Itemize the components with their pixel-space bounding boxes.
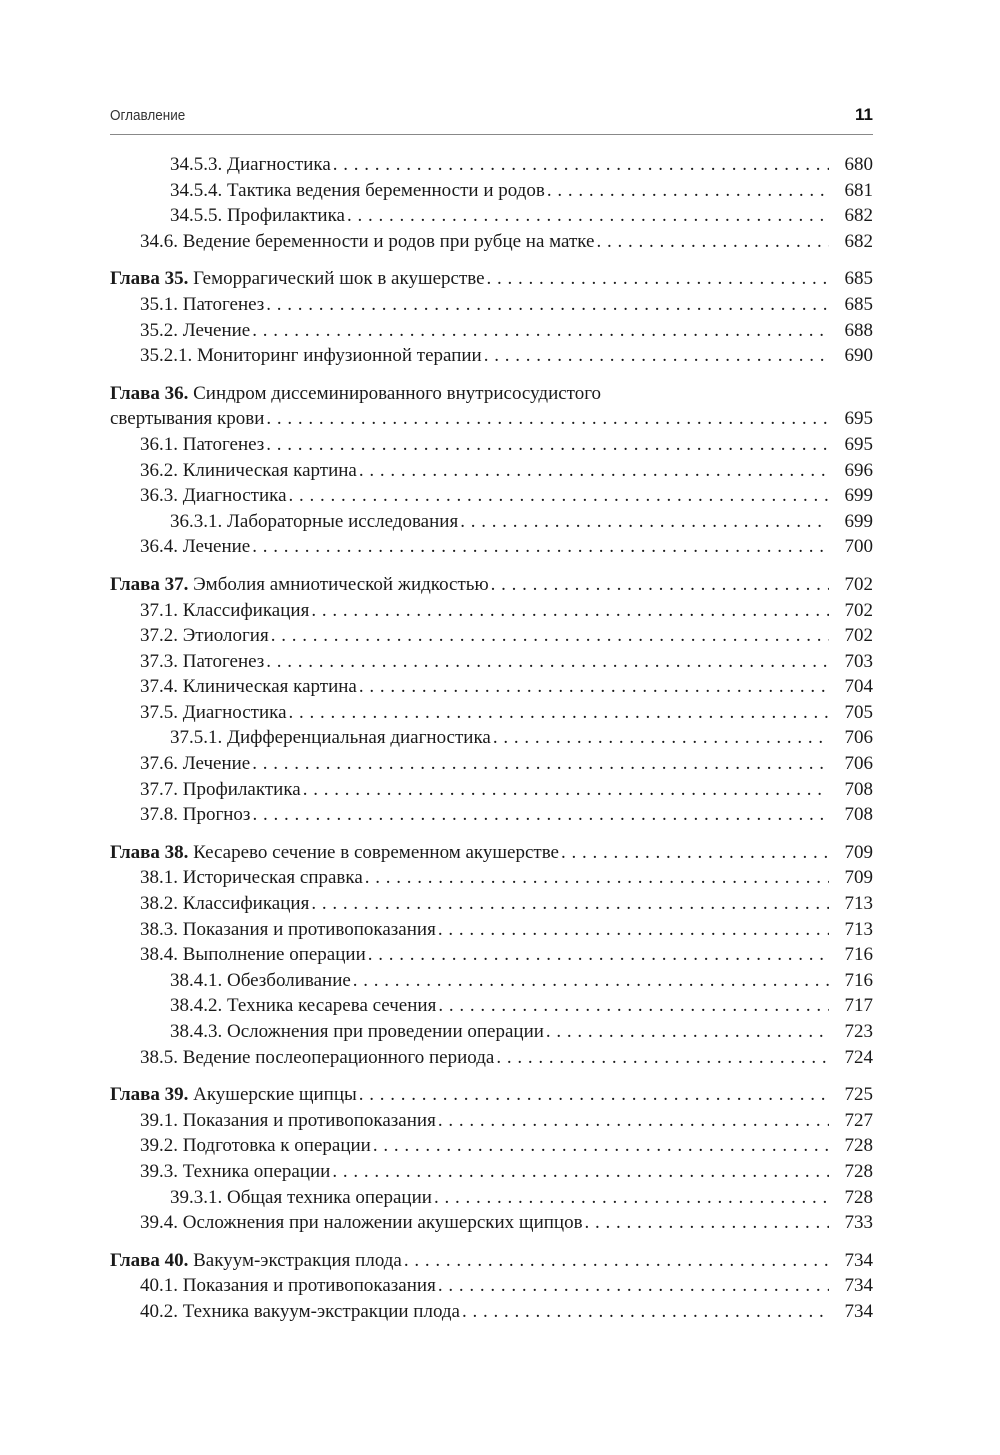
dot-leader: [438, 917, 829, 943]
toc-entry-page: 682: [844, 205, 873, 227]
dot-leader: [359, 674, 829, 700]
toc-entry: [110, 1045, 873, 1071]
toc-entry-title: 40.1. Показания и противопоказания: [140, 1275, 436, 1297]
toc-entry: [110, 700, 873, 726]
chapter-number: Глава 40.: [110, 1249, 189, 1271]
toc-entry-title: 38.4. Выполнение операции: [140, 944, 366, 966]
toc-entry-page: 708: [844, 778, 873, 800]
toc-entry-title: 37.5. Диагностика: [140, 701, 287, 723]
toc-entry: [110, 1299, 873, 1325]
chapter-title: Кесарево сечение в современном акушерстве: [193, 841, 559, 863]
running-title: Оглавление: [110, 107, 186, 124]
dot-leader: [353, 968, 829, 994]
dot-leader: [496, 1045, 829, 1071]
dot-leader: [493, 725, 829, 751]
toc-entry-page: 690: [844, 345, 873, 367]
toc-entry: [110, 229, 873, 255]
dot-leader: [462, 1299, 829, 1325]
toc-entry: [110, 152, 873, 178]
chapter-title: Синдром диссеминированного внутрисосудистого: [193, 382, 602, 404]
toc-entry-title: 34.6. Ведение беременности и родов при рубце на матке: [140, 230, 595, 252]
toc-entry-page: 713: [844, 893, 873, 915]
toc-chapter-title: [110, 1248, 402, 1274]
toc-entry: [110, 1273, 873, 1299]
toc-entry: [110, 1108, 873, 1134]
chapter-title: Эмболия амниотической жидкостью: [193, 573, 489, 595]
toc-entry-title: 37.7. Профилактика: [140, 778, 301, 800]
page-number: 11: [855, 105, 873, 124]
dot-leader: [365, 865, 829, 891]
dot-leader: [561, 840, 829, 866]
toc-entry-page: 724: [844, 1046, 873, 1068]
chapter-number: Глава 35.: [110, 268, 189, 290]
toc-entry-page: 682: [844, 230, 873, 252]
toc-entry: [110, 1133, 873, 1159]
dot-leader: [438, 1273, 829, 1299]
dot-leader: [252, 802, 829, 828]
toc-chapter: [110, 266, 873, 292]
dot-leader: [359, 458, 829, 484]
toc-entry-page: 728: [844, 1186, 873, 1208]
toc-entry: [110, 802, 873, 828]
chapter-number: Глава 37.: [110, 573, 189, 595]
toc-entry-title: 40.2. Техника вакуум-экстракции плода: [140, 1300, 460, 1322]
toc-entry-page: 728: [844, 1135, 873, 1157]
toc-entry: [110, 509, 873, 535]
dot-leader: [434, 1185, 829, 1211]
toc-entry: [110, 318, 873, 344]
toc-entry: [110, 203, 873, 229]
toc-entry-title: 36.3. Диагностика: [140, 485, 287, 507]
chapter-title-continued: свертывания крови: [110, 408, 265, 430]
toc-chapter-continuation: [110, 406, 873, 432]
dot-leader: [484, 343, 829, 369]
dot-leader: [585, 1210, 829, 1236]
toc-entry-page: 685: [844, 293, 873, 315]
dot-leader: [266, 292, 829, 318]
toc-entry-page: 695: [844, 408, 873, 430]
toc-entry-page: 702: [844, 599, 873, 621]
toc-entry-page: 734: [844, 1275, 873, 1297]
toc-entry: [110, 1019, 873, 1045]
toc-entry-page: 700: [844, 536, 873, 558]
toc-entry-title: 37.2. Этиология: [140, 625, 269, 647]
toc-entry-title: 38.4.1. Обезболивание: [170, 969, 351, 991]
dot-leader: [347, 203, 829, 229]
chapter-title: Акушерские щипцы: [193, 1084, 357, 1106]
toc-entry-title: 38.3. Показания и противопоказания: [140, 918, 436, 940]
toc-entry: [110, 649, 873, 675]
toc-entry-page: 709: [844, 841, 873, 863]
dot-leader: [404, 1248, 829, 1274]
toc-chapter: [110, 572, 873, 598]
toc-entry-page: 680: [844, 154, 873, 175]
dot-leader: [460, 509, 829, 535]
toc-chapter: [110, 381, 873, 407]
toc-entry: [110, 623, 873, 649]
toc-entry-page: 704: [844, 676, 873, 698]
dot-leader: [266, 649, 829, 675]
dot-leader: [373, 1133, 829, 1159]
toc-chapter-title: [110, 572, 489, 598]
dot-leader: [266, 406, 829, 432]
toc-entry-title: 34.5.4. Тактика ведения беременности и родов: [170, 179, 545, 201]
dot-leader: [271, 623, 829, 649]
toc-entry: [110, 891, 873, 917]
dot-leader: [311, 891, 829, 917]
toc-entry-title: 34.5.5. Профилактика: [170, 205, 345, 227]
table-of-contents: [110, 152, 873, 1325]
toc-chapter-title: [110, 840, 559, 866]
toc-entry-title: 39.2. Подготовка к операции: [140, 1135, 371, 1157]
toc-entry: [110, 777, 873, 803]
dot-leader: [332, 1159, 829, 1185]
toc-entry-page: 706: [844, 753, 873, 775]
dot-leader: [487, 266, 829, 292]
dot-leader: [333, 152, 829, 178]
toc-entry-title: 38.4.3. Осложнения при проведении операции: [170, 1021, 544, 1042]
toc-entry: [110, 1210, 873, 1236]
toc-entry-title: 34.5.3. Диагностика: [170, 154, 331, 175]
toc-entry-title: 37.4. Клиническая картина: [140, 676, 357, 698]
toc-entry-page: 703: [844, 650, 873, 672]
toc-entry-title: 37.6. Лечение: [140, 753, 251, 775]
toc-entry: [110, 343, 873, 369]
toc-chapter-title: [110, 1082, 357, 1108]
toc-entry-page: 705: [844, 701, 873, 723]
toc-entry-page: 688: [844, 319, 873, 341]
toc-entry-title: 35.2. Лечение: [140, 319, 251, 341]
toc-entry-page: 699: [844, 510, 873, 532]
toc-chapter: [110, 840, 873, 866]
toc-entry-page: 696: [844, 459, 873, 481]
toc-entry-title: 36.2. Клиническая картина: [140, 459, 357, 481]
toc-entry-title: 36.3.1. Лабораторные исследования: [170, 510, 459, 532]
dot-leader: [266, 432, 829, 458]
toc-entry: [110, 674, 873, 700]
toc-entry: [110, 1185, 873, 1211]
toc-entry-title: 36.4. Лечение: [140, 536, 251, 558]
toc-entry-title: 37.3. Патогенез: [140, 650, 265, 672]
toc-entry-page: 702: [844, 573, 873, 595]
dot-leader: [547, 178, 829, 204]
toc-entry: [110, 725, 873, 751]
toc-entry-title: 38.5. Ведение послеоперационного периода: [140, 1046, 495, 1068]
toc-entry-page: 699: [844, 485, 873, 507]
toc-entry: [110, 432, 873, 458]
dot-leader: [252, 751, 829, 777]
toc-entry-page: 702: [844, 625, 873, 647]
dot-leader: [311, 598, 829, 624]
toc-entry: [110, 458, 873, 484]
toc-entry: [110, 993, 873, 1019]
toc-entry: [110, 1159, 873, 1185]
dot-leader: [546, 1019, 829, 1045]
toc-entry-page: 685: [844, 268, 873, 290]
toc-entry-page: 709: [844, 867, 873, 889]
dot-leader: [438, 993, 829, 1019]
toc-entry-page: 723: [844, 1021, 873, 1042]
toc-entry-title: 37.5.1. Дифференциальная диагностика: [170, 727, 491, 749]
running-header: [110, 104, 873, 135]
chapter-number: Глава 38.: [110, 841, 189, 863]
toc-entry-page: 713: [844, 918, 873, 940]
toc-chapter: [110, 1082, 873, 1108]
chapter-number: Глава 39.: [110, 1084, 189, 1106]
dot-leader: [252, 318, 829, 344]
toc-entry-title: 38.4.2. Техника кесарева сечения: [170, 995, 437, 1017]
dot-leader: [491, 572, 829, 598]
toc-entry: [110, 751, 873, 777]
toc-entry: [110, 942, 873, 968]
toc-chapter-title: [110, 266, 485, 292]
dot-leader: [303, 777, 829, 803]
toc-entry-page: 695: [844, 433, 873, 455]
toc-entry-page: 727: [844, 1109, 873, 1131]
toc-entry-title: 37.1. Классификация: [140, 599, 310, 621]
dot-leader: [438, 1108, 829, 1134]
toc-entry-title: 39.4. Осложнения при наложении акушерских щипцов: [140, 1212, 583, 1234]
toc-entry-page: 706: [844, 727, 873, 749]
toc-entry-title: 39.3. Техника операции: [140, 1160, 331, 1182]
toc-entry: [110, 917, 873, 943]
toc-entry: [110, 968, 873, 994]
toc-entry: [110, 292, 873, 318]
toc-entry: [110, 598, 873, 624]
toc-entry-title: 35.2.1. Мониторинг инфузионной терапии: [140, 345, 482, 367]
toc-entry-page: 734: [844, 1249, 873, 1271]
dot-leader: [368, 942, 829, 968]
toc-entry-page: 728: [844, 1160, 873, 1182]
toc-entry: [110, 534, 873, 560]
toc-entry-title: 39.1. Показания и противопоказания: [140, 1109, 436, 1131]
toc-entry-title: 39.3.1. Общая техника операции: [170, 1186, 432, 1208]
toc-entry-page: 733: [844, 1212, 873, 1234]
chapter-number: Глава 36.: [110, 382, 189, 404]
dot-leader: [252, 534, 829, 560]
toc-entry-page: 725: [844, 1084, 873, 1106]
toc-entry: [110, 865, 873, 891]
toc-entry: [110, 483, 873, 509]
toc-entry-page: 716: [844, 944, 873, 966]
chapter-title: Вакуум-экстракция плода: [193, 1249, 402, 1271]
chapter-title: Геморрагический шок в акушерстве: [193, 268, 485, 290]
toc-entry-title: 36.1. Патогенез: [140, 433, 265, 455]
toc-entry-title: 38.2. Классификация: [140, 893, 310, 915]
toc-entry-page: 716: [844, 969, 873, 991]
toc-chapter: [110, 1248, 873, 1274]
toc-entry-title: 35.1. Патогенез: [140, 293, 265, 315]
dot-leader: [289, 700, 829, 726]
toc-entry: [110, 178, 873, 204]
toc-entry-title: 38.1. Историческая справка: [140, 867, 363, 889]
toc-entry-page: 708: [844, 804, 873, 826]
dot-leader: [289, 483, 829, 509]
toc-entry-title: 37.8. Прогноз: [140, 804, 251, 826]
toc-entry-page: 681: [844, 179, 873, 201]
dot-leader: [359, 1082, 829, 1108]
dot-leader: [596, 229, 829, 255]
toc-entry-page: 734: [844, 1300, 873, 1322]
toc-entry-page: 717: [844, 995, 873, 1017]
